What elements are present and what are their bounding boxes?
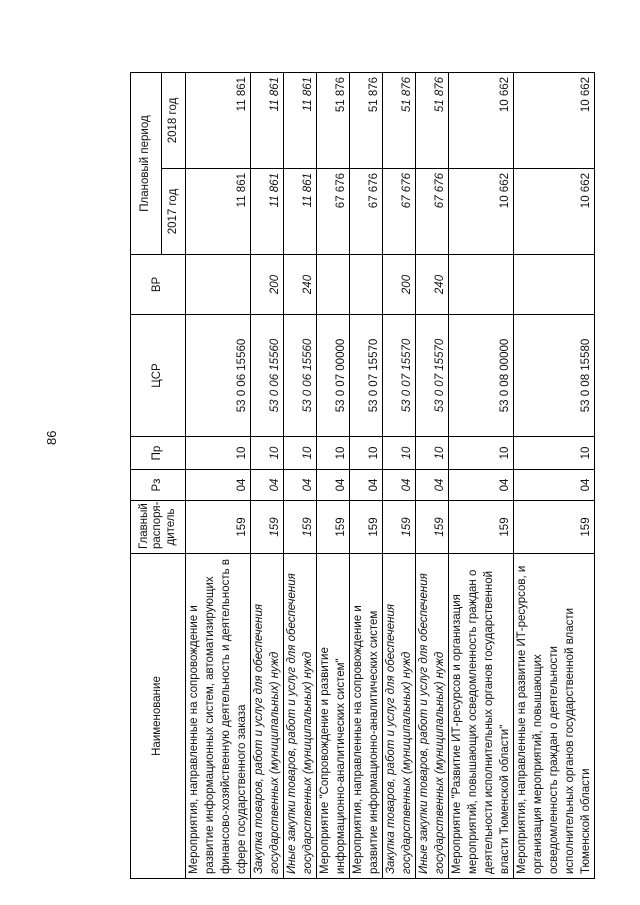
- cell-name: Иные закупки товаров, работ и услуг для обеспечения государственных (муниципальных) нужд: [284, 554, 317, 879]
- cell-year-2018: 10 662: [514, 72, 595, 168]
- cell-year-2018: 11 861: [251, 72, 284, 168]
- cell-name: Мероприятие "Сопровождение и развитие информационно-аналитических систем": [317, 554, 350, 879]
- cell-csr: 53 0 08 00000: [449, 315, 514, 437]
- cell-year-2018: 11 861: [284, 72, 317, 168]
- cell-year-2018: 11 861: [186, 72, 251, 168]
- cell-pr: 10: [251, 437, 284, 470]
- cell-pr: 10: [186, 437, 251, 470]
- cell-csr: 53 0 07 15570: [383, 315, 416, 437]
- cell-name: Мероприятия, направленные на сопровождение и развитие информационных систем, автоматизирующих финансово-хозяйственную деятельность и деятельность в сфере государственного заказа: [186, 554, 251, 879]
- cell-csr: 53 0 06 15560: [186, 315, 251, 437]
- cell-pr: 10: [416, 437, 449, 470]
- table-row: [251, 72, 284, 878]
- cell-pr: 10: [317, 437, 350, 470]
- cell-admin: 159: [251, 501, 284, 554]
- cell-rz: 04: [251, 470, 284, 501]
- cell-year-2017: 11 861: [186, 169, 251, 255]
- cell-year-2017: 10 662: [514, 169, 595, 255]
- cell-year-2017: 67 676: [317, 169, 350, 255]
- table-row: [416, 72, 449, 878]
- cell-rz: 04: [383, 470, 416, 501]
- rotated-table-container: [130, 73, 592, 879]
- cell-csr: 53 0 07 15570: [416, 315, 449, 437]
- cell-name: Мероприятия, направленные на сопровождение и развитие информационно-аналитических систем: [350, 554, 383, 879]
- cell-csr: 53 0 06 15560: [284, 315, 317, 437]
- header-name: Наименование: [131, 554, 186, 879]
- cell-vr: [514, 255, 595, 315]
- cell-name: Мероприятия, направленные на развитие ИТ-ресурсов, и организация мероприятий, повышающих осведомленность граждан о деятельности исполнительных органов государственной власти Тюменской области: [514, 554, 595, 879]
- table-row: [449, 72, 514, 878]
- table-row: [284, 72, 317, 878]
- cell-vr: [449, 255, 514, 315]
- table-row: [186, 72, 251, 878]
- header-plan-period: Плановый период: [131, 72, 162, 254]
- cell-name: Иные закупки товаров, работ и услуг для обеспечения государственных (муниципальных) нужд: [416, 554, 449, 879]
- header-rz: Рз: [131, 470, 186, 501]
- header-pr: Пр: [131, 437, 186, 470]
- page-number: 86: [44, 430, 59, 445]
- cell-csr: 53 0 08 15580: [514, 315, 595, 437]
- cell-rz: 04: [186, 470, 251, 501]
- cell-pr: 10: [284, 437, 317, 470]
- cell-vr: 240: [416, 255, 449, 315]
- cell-pr: 10: [350, 437, 383, 470]
- cell-vr: [186, 255, 251, 315]
- cell-pr: 10: [449, 437, 514, 470]
- cell-rz: 04: [514, 470, 595, 501]
- cell-csr: 53 0 07 00000: [317, 315, 350, 437]
- cell-vr: 200: [383, 255, 416, 315]
- header-vr: ВР: [131, 255, 186, 315]
- table-row: [317, 72, 350, 878]
- cell-year-2018: 51 876: [383, 72, 416, 168]
- cell-pr: 10: [383, 437, 416, 470]
- cell-admin: 159: [350, 501, 383, 554]
- cell-year-2018: 51 876: [416, 72, 449, 168]
- cell-name: Закупка товаров, работ и услуг для обеспечения государственных (муниципальных) нужд: [251, 554, 284, 879]
- cell-year-2017: 10 662: [449, 169, 514, 255]
- cell-admin: 159: [317, 501, 350, 554]
- header-year-2017: 2017 год: [162, 169, 186, 255]
- cell-year-2017: 67 676: [350, 169, 383, 255]
- cell-year-2018: 51 876: [350, 72, 383, 168]
- cell-admin: 159: [186, 501, 251, 554]
- cell-vr: [317, 255, 350, 315]
- cell-admin: 159: [416, 501, 449, 554]
- cell-year-2018: 10 662: [449, 72, 514, 168]
- cell-rz: 04: [284, 470, 317, 501]
- cell-csr: 53 0 06 15560: [251, 315, 284, 437]
- cell-rz: 04: [350, 470, 383, 501]
- header-admin: Главный распоря-дитель: [131, 501, 186, 554]
- table-row: [350, 72, 383, 878]
- cell-csr: 53 0 07 15570: [350, 315, 383, 437]
- cell-year-2017: 67 676: [383, 169, 416, 255]
- cell-name: Мероприятие "Развитие ИТ-ресурсов и организация мероприятий, повышающих осведомленность граждан о деятельности исполнительных органов государственной власти Тюменской области": [449, 554, 514, 879]
- cell-admin: 159: [449, 501, 514, 554]
- cell-rz: 04: [317, 470, 350, 501]
- cell-year-2017: 11 861: [251, 169, 284, 255]
- cell-admin: 159: [514, 501, 595, 554]
- cell-vr: 200: [251, 255, 284, 315]
- cell-year-2017: 11 861: [284, 169, 317, 255]
- header-csr: ЦСР: [131, 315, 186, 437]
- cell-vr: 240: [284, 255, 317, 315]
- cell-year-2017: 67 676: [416, 169, 449, 255]
- cell-name: Закупка товаров, работ и услуг для обеспечения государственных (муниципальных) нужд: [383, 554, 416, 879]
- cell-pr: 10: [514, 437, 595, 470]
- cell-rz: 04: [416, 470, 449, 501]
- cell-admin: 159: [383, 501, 416, 554]
- cell-vr: [350, 255, 383, 315]
- budget-table: [130, 72, 595, 879]
- header-year-2018: 2018 год: [162, 72, 186, 168]
- table-row: [383, 72, 416, 878]
- table-row: [514, 72, 595, 878]
- cell-rz: 04: [449, 470, 514, 501]
- cell-year-2018: 51 876: [317, 72, 350, 168]
- cell-admin: 159: [284, 501, 317, 554]
